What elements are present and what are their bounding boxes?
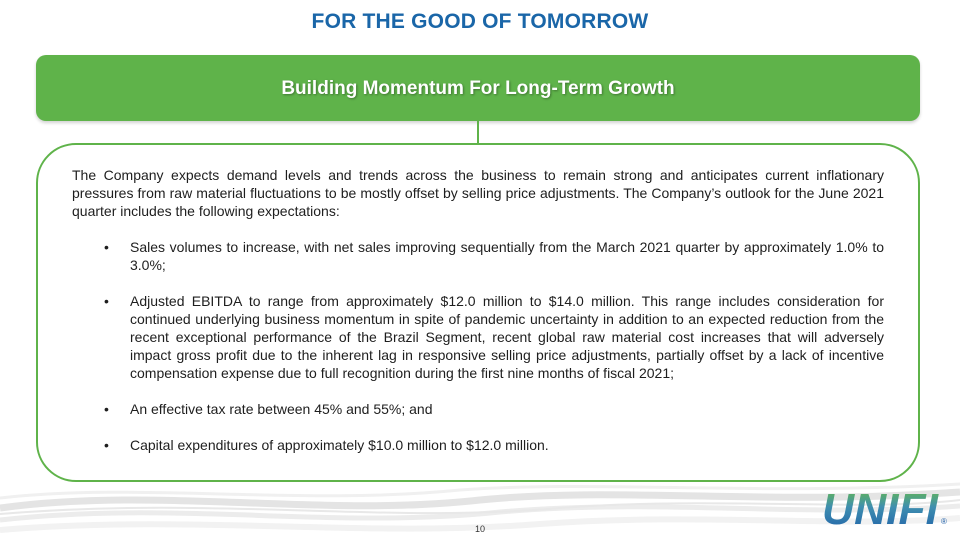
section-banner <box>36 55 920 121</box>
list-item <box>72 238 884 274</box>
bullet-icon: • <box>104 239 109 255</box>
unifi-logo <box>820 484 952 530</box>
banner-connector-line <box>477 121 479 143</box>
slide-title: FOR THE GOOD OF TOMORROW <box>311 10 649 33</box>
banner-heading: Building Momentum For Long-Term Growth <box>281 78 675 99</box>
list-item-text: Sales volumes to increase, with net sales improving sequentially from the March 2021 quarter by approximately 1.0% to 3.0%; <box>130 239 884 273</box>
list-item-text: An effective tax rate between 45% and 55%; and <box>130 401 433 417</box>
page-number: 10 <box>474 524 485 534</box>
intro-paragraph: The Company expects demand levels and trends across the business to remain strong and anticipates current inflationary pressures from raw material fluctuations to be mostly offset by selling price adjustments. The Company’s outlook for the June 2021 quarter includes the following expectations: <box>72 167 884 219</box>
outlook-text <box>72 166 884 454</box>
list-item-text: Capital expenditures of approximately $10.0 million to $12.0 million. <box>130 437 549 453</box>
list-item-text: Adjusted EBITDA to range from approximately $12.0 million to $14.0 million. This range includes consideration for continued underlying business momentum in spite of pandemic uncertainty in addition to an expected reduction from the recent exceptional performance of the Brazil Segment, recent global raw material cost increases that will adversely impact gross profit due to the inherent lag in responsive selling price adjustments, partially offset by a lack of incentive compensation expense due to full recognition during the first nine months of fiscal 2021; <box>130 293 884 381</box>
bullet-icon: • <box>104 401 109 417</box>
bullet-icon: • <box>104 293 109 309</box>
bullet-icon: • <box>104 437 109 453</box>
logo-registered-mark: ® <box>941 517 947 526</box>
list-item <box>72 436 884 454</box>
list-item <box>72 400 884 418</box>
logo-wordmark: UNIFI <box>822 485 939 530</box>
expectations-list <box>72 238 884 454</box>
list-item <box>72 292 884 382</box>
